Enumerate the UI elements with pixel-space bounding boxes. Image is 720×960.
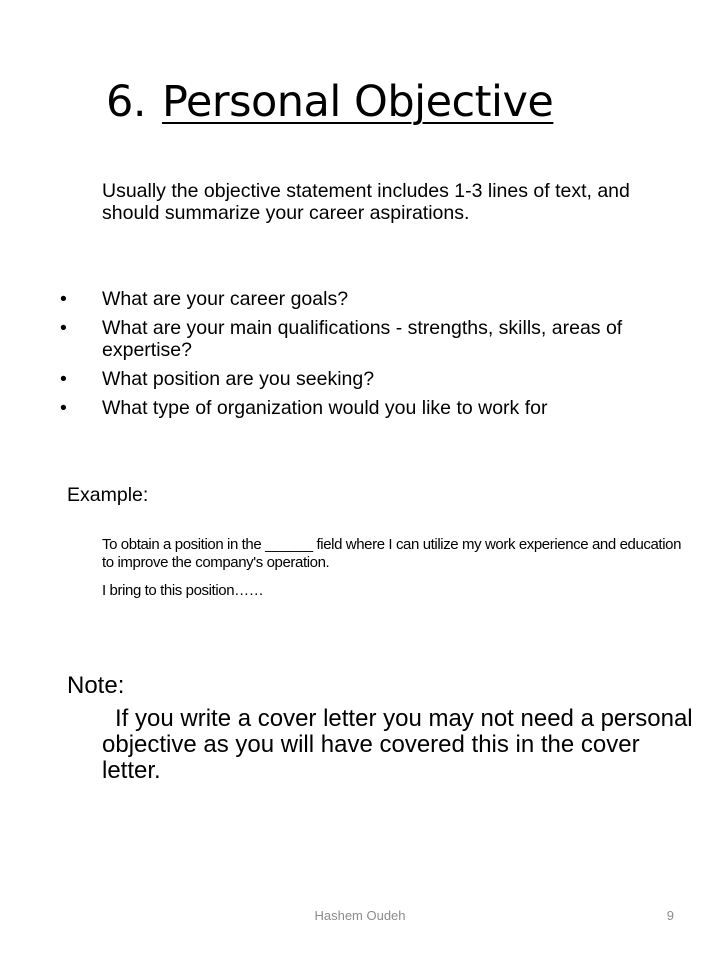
bullet-icon: • xyxy=(60,368,67,390)
example-label: Example: xyxy=(67,484,149,506)
example-text-continued: I bring to this position…… xyxy=(102,582,264,599)
list-item xyxy=(60,288,700,310)
intro-paragraph: Usually the objective statement includes 1-3 lines of text, and should summarize your career aspirations. xyxy=(102,180,630,224)
bullet-icon: • xyxy=(60,397,67,419)
note-body: If you write a cover letter you may not need a personal objective as you will have covered this in the cover letter. xyxy=(102,705,693,784)
list-item-text: What are your career goals? xyxy=(102,288,349,310)
bullet-icon: • xyxy=(60,317,67,339)
note-text xyxy=(102,706,702,784)
note-label: Note: xyxy=(67,672,125,699)
footer-author: Hashem Oudeh xyxy=(314,908,406,923)
bullet-icon: • xyxy=(60,288,67,310)
list-item-text: What type of organization would you like to work for xyxy=(102,397,548,419)
example-text: To obtain a position in the ______ field where I can utilize my work experience and education to improve the company's operation. xyxy=(102,536,682,571)
list-item xyxy=(60,368,700,390)
list-item-text: What are your main qualifications - strengths, skills, areas of expertise? xyxy=(102,317,623,361)
title-number: 6. xyxy=(106,77,147,127)
title-text: Personal Objective xyxy=(162,77,554,127)
slide-title xyxy=(106,74,553,130)
page-number: 9 xyxy=(666,908,674,923)
list-item xyxy=(60,317,700,361)
list-item-text: What position are you seeking? xyxy=(102,368,375,390)
question-list xyxy=(60,288,700,426)
list-item xyxy=(60,397,700,419)
